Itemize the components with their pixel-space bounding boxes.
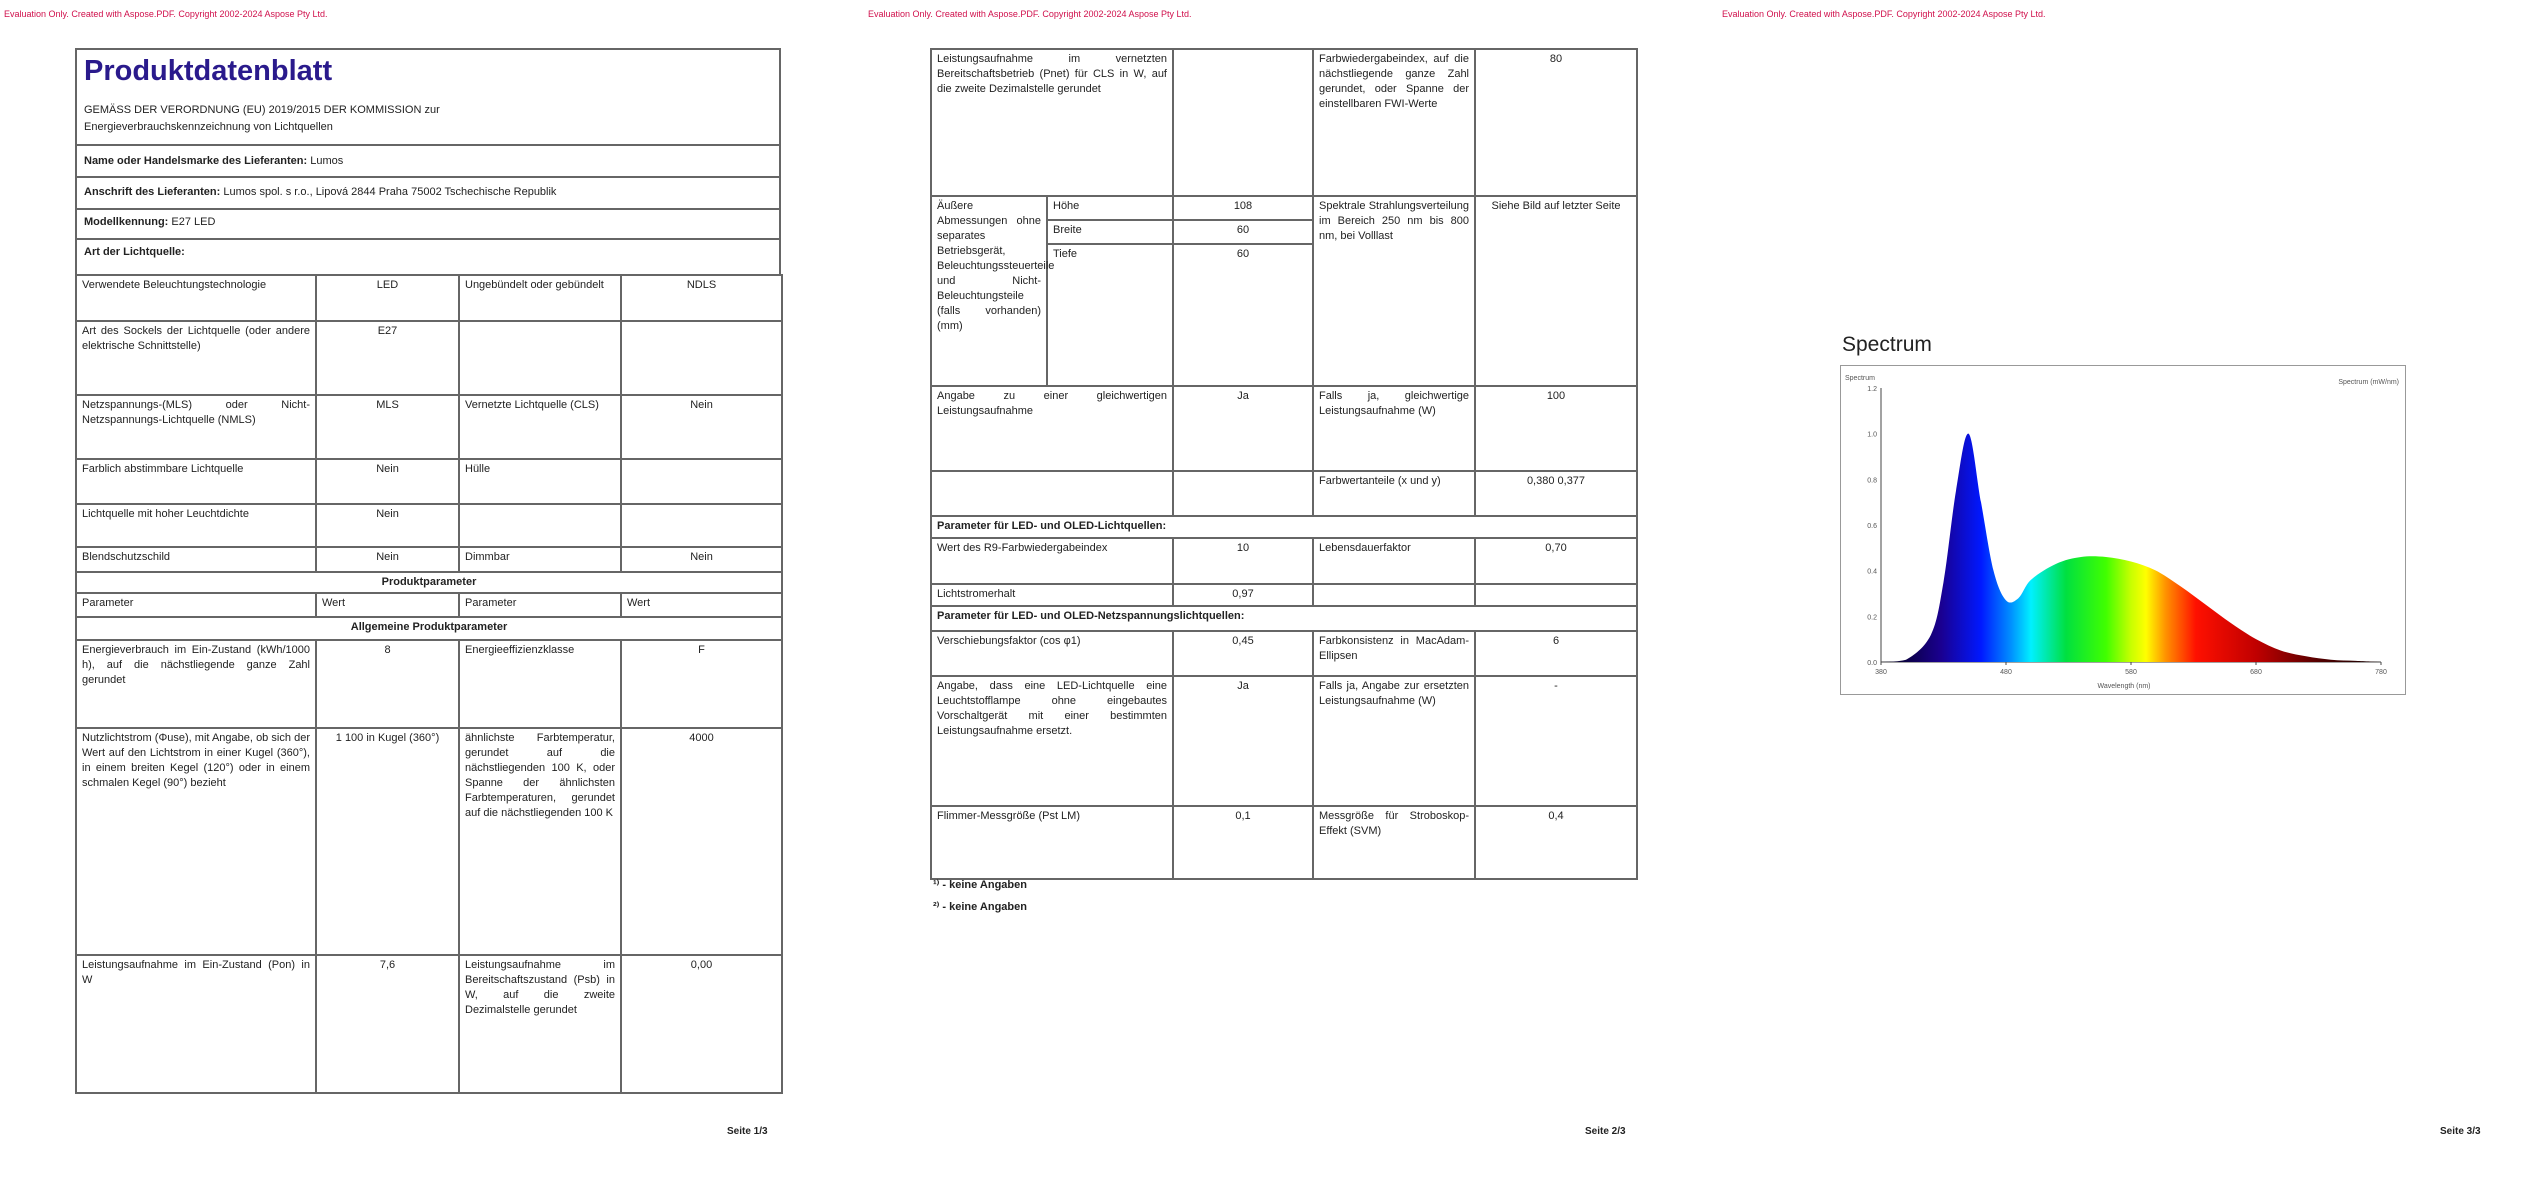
legend: Spectrum (mW/nm) [2338, 379, 2399, 386]
supplier-address: Anschrift des Lieferanten: Lumos spol. s r.o., Lipová 2844 Praha 75002 Tschechische Republik [84, 186, 557, 198]
light-source-type-heading: Art der Lichtquelle: [84, 246, 185, 258]
x-tick-label: 480 [2000, 669, 2012, 676]
y-tick-label: 0.2 [1867, 614, 1877, 622]
product-table-2 [930, 48, 1638, 880]
table-row: Lichtquelle mit hoher Leuchtdichte Nein [76, 504, 782, 547]
table-row: Netzspannungs-(MLS) oder Nicht-Netzspannungs-Lichtquelle (NMLS) MLS Vernetzte Lichtquelle (CLS) Nein [76, 395, 782, 459]
footnote: ¹⁾ - keine Angaben [933, 879, 1027, 891]
chart-title: Spectrum [1842, 333, 1932, 356]
section-heading: Produktparameter [76, 572, 782, 593]
model-id: Modellkennung: E27 LED [84, 216, 216, 228]
table-row: Art des Sockels der Lichtquelle (oder andere elektrische Schnittstelle) E27 [76, 321, 782, 395]
y-axis-label: Spectrum [1845, 375, 1875, 382]
table-row: Leistungsaufnahme im vernetzten Bereitschaftsbetrieb (Pnet) für CLS in W, auf die zweite Dezimalstelle gerundet Farbwiedergabeindex, auf die nächstliegende ganze Zahl gerundet, oder Spanne der einstellbaren FWI-Werte 80 [931, 49, 1637, 196]
supplier-name: Name oder Handelsmarke des Lieferanten: Lumos [84, 155, 344, 167]
x-axis-label: Wavelength (nm) [2097, 683, 2151, 690]
table-row: Angabe zu einer gleichwertigen Leistungsaufnahme Ja Falls ja, gleichwertige Leistungsaufnahme (W) 100 [931, 386, 1637, 471]
table-row: Flimmer-Messgröße (Pst LM) 0,1 Messgröße für Stroboskop-Effekt (SVM) 0,4 [931, 806, 1637, 879]
page-number: Seite 2/3 [1585, 1126, 1626, 1137]
table-row: Farbwertanteile (x und y) 0,380 0,377 [931, 471, 1637, 516]
table-row: Energieverbrauch im Ein-Zustand (kWh/1000 h), auf die nächstliegende ganze Zahl gerundet 8 Energieeffizienzklasse F [76, 640, 782, 728]
subtitle: GEMÄSS DER VERORDNUNG (EU) 2019/2015 DER KOMMISSION zur [84, 104, 440, 116]
section-heading: Parameter für LED- und OLED-Netzspannungslichtquellen: [931, 606, 1637, 631]
page-number: Seite 3/3 [2440, 1126, 2481, 1137]
table-row: Tiefe 60 [931, 244, 1637, 386]
footnote: ²⁾ - keine Angaben [933, 901, 1027, 913]
y-tick-label: 1.2 [1867, 386, 1877, 393]
x-tick-label: 380 [1875, 669, 1887, 676]
y-tick-label: 0.6 [1867, 523, 1877, 530]
subtitle: Energieverbrauchskennzeichnung von Lichtquellen [84, 121, 333, 133]
table-row: Nutzlichtstrom (Φuse), mit Angabe, ob sich der Wert auf den Lichtstrom in einer Kugel (360°), in einem breiten Kegel (120°) oder in einem schmalen Kegel (90°) bezieht 1 100 in Kugel (360°) ähnlichste Farbtemperatur, gerundet auf die nächstliegenden 100 K, oder Spanne der ähnlichsten Farbtemperaturen, gerundet auf die nächstliegenden 100 K 4000 [76, 728, 782, 955]
table-row: Farblich abstimmbare Lichtquelle Nein Hülle [76, 459, 782, 504]
spectrum-area [1881, 434, 2381, 662]
table-row: Leistungsaufnahme im Ein-Zustand (Pon) in W 7,6 Leistungsaufnahme im Bereitschaftszustand (Psb) in W, auf die zweite Dezimalstelle gerundet 0,00 [76, 955, 782, 1093]
table-row: Verschiebungsfaktor (cos φ1) 0,45 Farbkonsistenz in MacAdam-Ellipsen 6 [931, 631, 1637, 676]
table-row: Breite 60 [931, 220, 1637, 244]
y-tick-label: 0.4 [1867, 568, 1877, 576]
page-title: Produktdatenblatt [84, 55, 333, 87]
table-row: Verwendete Beleuchtungstechnologie LED Ungebündelt oder gebündelt NDLS [76, 275, 782, 321]
spectrum-chart-svg [1841, 366, 2407, 696]
x-tick-label: 680 [2250, 669, 2262, 676]
table-header-row: Parameter Wert Parameter Wert [76, 593, 782, 617]
section-heading: Parameter für LED- und OLED-Lichtquellen: [931, 516, 1637, 538]
table-row: Lichtstromerhalt 0,97 [931, 584, 1637, 606]
table-row: Wert des R9-Farbwiedergabeindex 10 Lebensdauerfaktor 0,70 [931, 538, 1637, 584]
x-tick-label: 780 [2375, 669, 2387, 676]
section-heading: Allgemeine Produktparameter [76, 617, 782, 640]
y-tick-label: 1.0 [1867, 431, 1877, 439]
y-tick-label: 0.8 [1867, 477, 1877, 485]
y-tick-label: 0.0 [1867, 660, 1877, 667]
watermark: Evaluation Only. Created with Aspose.PDF. Copyright 2002-2024 Aspose Pty Ltd. [4, 9, 328, 19]
spectrum-chart [1840, 365, 2406, 695]
product-table-1 [75, 274, 783, 1094]
table-row: Äußere Abmessungen ohne separates Betriebsgerät, Beleuchtungssteuerteile und Nicht-Beleuchtungsteile (falls vorhanden) (mm) Höhe 108 Spektrale Strahlungsverteilung im Bereich 250 nm bis 800 nm, bei Volllast Siehe Bild auf letzter Seite [931, 196, 1637, 220]
page-number: Seite 1/3 [727, 1126, 768, 1137]
x-tick-label: 580 [2125, 669, 2137, 676]
table-row: Blendschutzschild Nein Dimmbar Nein [76, 547, 782, 572]
watermark: Evaluation Only. Created with Aspose.PDF. Copyright 2002-2024 Aspose Pty Ltd. [868, 9, 1192, 19]
watermark: Evaluation Only. Created with Aspose.PDF. Copyright 2002-2024 Aspose Pty Ltd. [1722, 9, 2046, 19]
table-row: Angabe, dass eine LED-Lichtquelle eine Leuchtstofflampe ohne eingebautes Vorschaltgerät mit einer bestimmten Leistungsaufnahme ersetzt. Ja Falls ja, Angabe zur ersetzten Leistungsaufnahme (W) - [931, 676, 1637, 806]
